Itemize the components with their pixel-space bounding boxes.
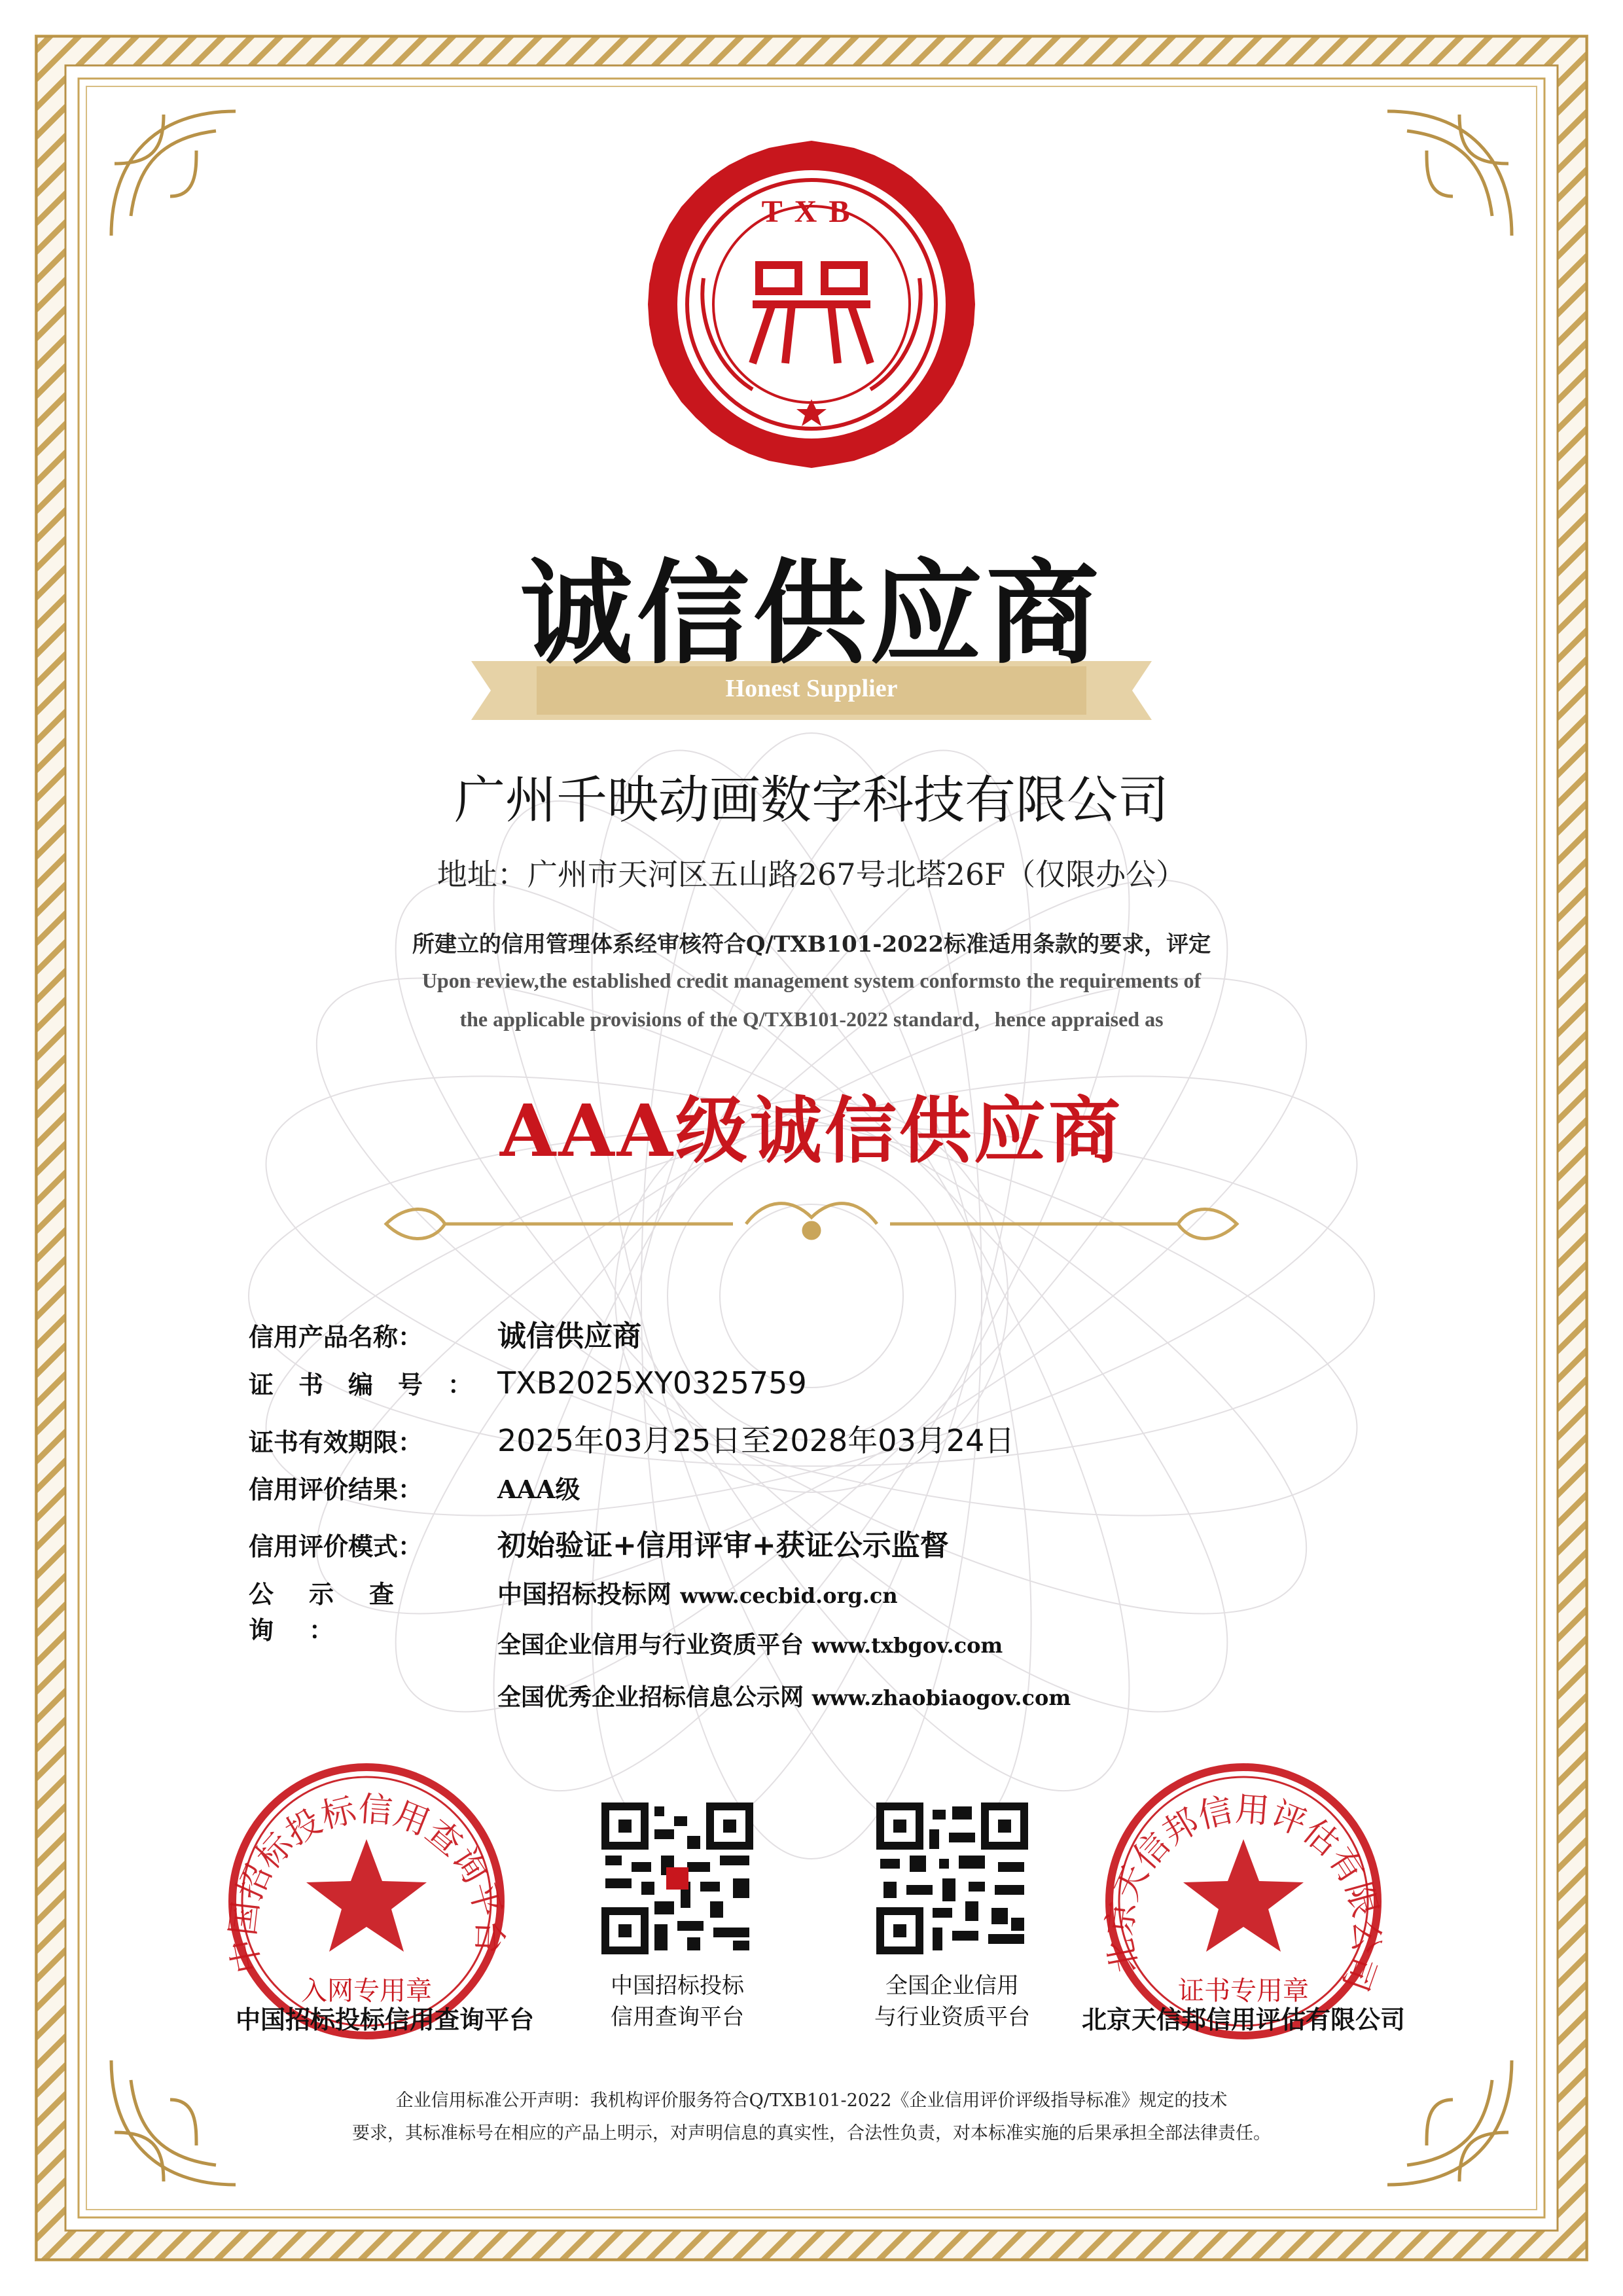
- stamp-left-label: 入网专用章: [301, 1976, 432, 2006]
- query-site-url-3[interactable]: www.zhaobiaogov.com: [812, 1685, 1071, 1710]
- info-label-validity: 证书有效期限：: [249, 1427, 423, 1457]
- query-site-name-2: 全国企业信用与行业资质平台: [497, 1631, 804, 1659]
- info-label-query: 公示查询：: [249, 1579, 430, 1645]
- svg-text:北京天信邦信用评估有限公司: [1100, 1789, 1385, 1996]
- stamp-left-ring-text: 中国招标投标信用查询平台: [223, 1789, 509, 1977]
- qr-left-caption: [566, 1970, 789, 2033]
- company-name: 广州千映动画数字科技有限公司: [454, 771, 1169, 830]
- company-address: 地址：广州市天河区五山路267号北塔26F（仅限办公）: [437, 857, 1186, 892]
- grade-title: AAA级诚信供应商: [499, 1088, 1124, 1173]
- footer-line-1: 企业信用标准公开声明：我机构评价服务符合Q/TXB101-2022《企业信用评价评级指导标准》规定的技术: [395, 2090, 1228, 2111]
- stamp-left-caption: 中国招标投标信用查询平台: [236, 2005, 535, 2034]
- review-statement-en-2: the applicable provisions of the Q/TXB101-2022 standard，hence appraised as: [459, 1007, 1164, 1031]
- footer-statement: [0, 2085, 1623, 2150]
- info-value-mode: 初始验证+信用评审+获证公示监督: [497, 1529, 949, 1562]
- qr-right-caption: [841, 1970, 1063, 2033]
- stamp-right-caption: 北京天信邦信用评估有限公司: [1081, 2005, 1405, 2034]
- info-value-result: AAA级: [497, 1475, 580, 1504]
- info-label-result: 信用评价结果：: [249, 1475, 423, 1504]
- certificate-subtitle: Honest Supplier: [725, 675, 898, 702]
- query-site-url-1[interactable]: www.cecbid.org.cn: [680, 1583, 898, 1608]
- info-label-product: 信用产品名称：: [249, 1322, 423, 1352]
- info-value-cert-no: TXB2025XY0325759: [497, 1365, 807, 1401]
- query-site-url-2[interactable]: www.txbgov.com: [812, 1633, 1003, 1658]
- info-value-validity: 2025年03月25日至2028年03月24日: [497, 1423, 1015, 1458]
- certificate-title: 诚信供应商: [520, 547, 1103, 679]
- review-statement-en-1: Upon review,the established credit management system conformsto the requirements of: [421, 969, 1202, 992]
- svg-text:中国招标投标信用查询平台: [223, 1789, 508, 1976]
- query-site-name-3: 全国优秀企业招标信息公示网: [497, 1683, 804, 1711]
- info-value-product: 诚信供应商: [497, 1319, 641, 1353]
- query-site-name-1: 中国招标投标网: [497, 1579, 672, 1609]
- info-label-cert-no: 证书编号：: [249, 1370, 498, 1399]
- stamp-right-ring-text: 北京天信邦信用评估有限公司: [1100, 1789, 1386, 1996]
- stamp-right-label: 证书专用章: [1178, 1976, 1309, 2006]
- emblem-letters: TXB: [761, 194, 862, 229]
- qr-right-caption-line-2: 与行业资质平台: [874, 2004, 1030, 2030]
- qr-right-caption-line-1: 全国企业信用: [885, 1973, 1019, 1999]
- qr-left-caption-line-2: 信用查询平台: [611, 2004, 744, 2030]
- qr-left-caption-line-1: 中国招标投标: [611, 1973, 744, 1999]
- review-statement-cn: 所建立的信用管理体系经审核符合Q/TXB101-2022标准适用条款的要求，评定: [412, 931, 1211, 958]
- info-label-mode: 信用评价模式：: [249, 1532, 423, 1561]
- footer-line-2: 要求，其标准标号在相应的产品上明示，对声明信息的真实性，合法性负责，对本标准实施的后果承担全部法律责任。: [352, 2123, 1271, 2144]
